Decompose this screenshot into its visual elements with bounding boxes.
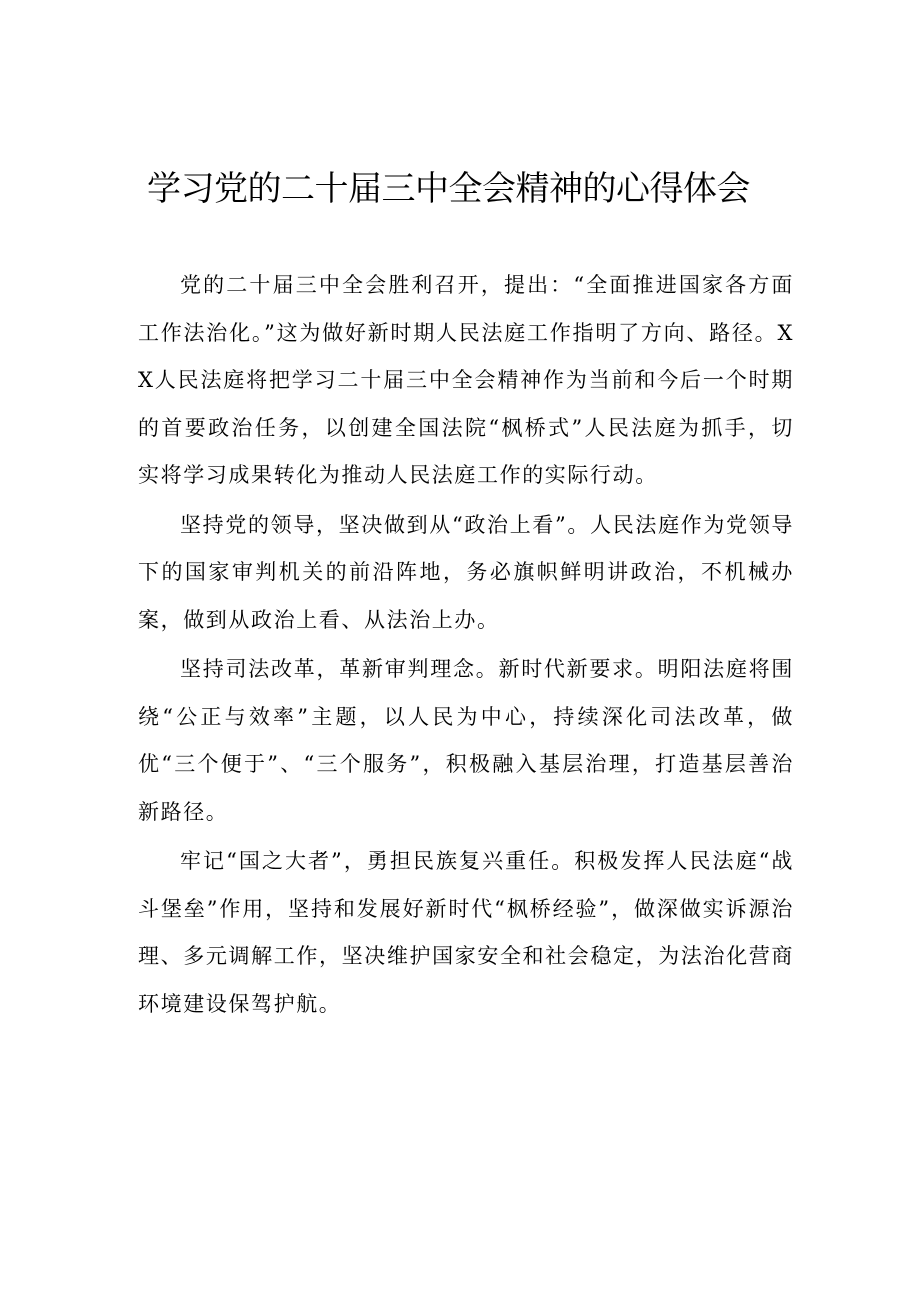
paragraph-2: 坚持党的领导，坚决做到从“政治上看”。人民法庭作为党领导下的国家审判机关的前沿阵地，务必旗帜鲜明讲政治，不机械办案，做到从政治上看、从法治上办。 bbox=[138, 512, 794, 632]
paragraph-4: 牢记“国之大者”，勇担民族复兴重任。积极发挥人民法庭“战斗堡垒”作用，坚持和发展好新时代“枫桥经验”，做深做实诉源治理、多元调解工作，坚决维护国家安全和社会稳定，为法治化营商环境建设保驾护航。 bbox=[138, 849, 794, 1016]
paragraph-3: 坚持司法改革，革新审判理念。新时代新要求。明阳法庭将围绕“公正与效率”主题，以人民为中心，持续深化司法改革，做优“三个便于”、“三个服务”，积极融入基层治理，打造基层善治新路径。 bbox=[138, 657, 794, 824]
document-title: 学习党的二十届三中全会精神的心得体会 bbox=[147, 169, 750, 209]
paragraph-1: 党的二十届三中全会胜利召开，提出：“全面推进国家各方面工作法治化。”这为做好新时期人民法庭工作指明了方向、路径。XX人民法庭将把学习二十届三中全会精神作为当前和今后一个时期的首要政治任务，以创建全国法院“枫桥式”人民法庭为抓手，切实将学习成果转化为推动人民法庭工作的实际行动。 bbox=[138, 273, 794, 487]
document-body bbox=[138, 262, 794, 1030]
